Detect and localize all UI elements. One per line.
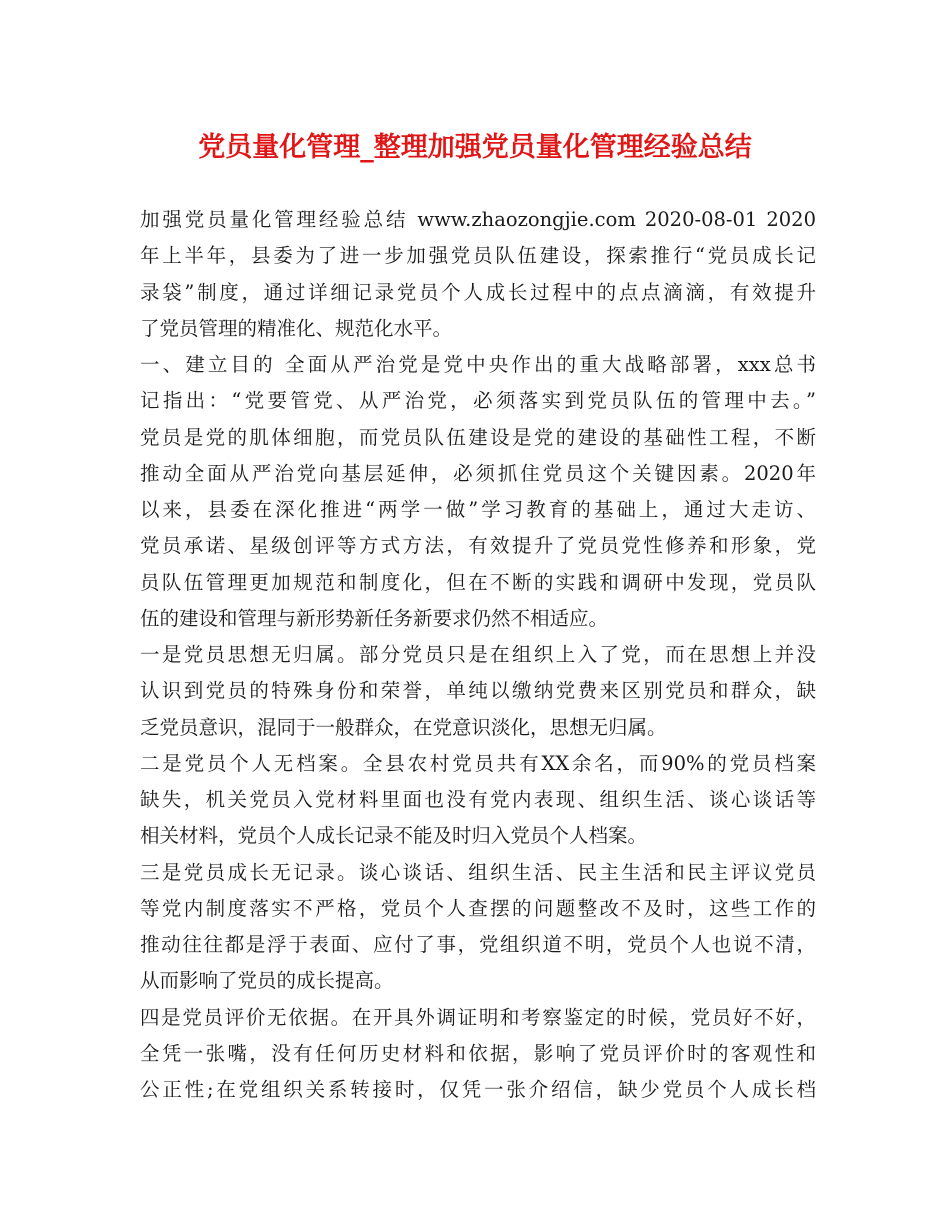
body-text-line: 四是党员评价无依据。在开具外调证明和考察鉴定的时候，党员好不好， bbox=[140, 1005, 816, 1029]
body-text-line: 记指出：“党要管党、从严治党，必须落实到党员队伍的管理中去。” bbox=[140, 389, 816, 413]
body-text-line: 加强党员量化管理经验总结 www.zhaozongjie.com 2020-08-01 2020 bbox=[140, 208, 816, 231]
body-text-line: 推动往往都是浮于表面、应付了事，党组织道不明，党员个人也说不清， bbox=[140, 933, 816, 956]
body-text-line: 相关材料，党员个人成长记录不能及时归入党员个人档案。 bbox=[140, 824, 648, 848]
body-text-line: 等党内制度落实不严格，党员个人查摆的问题整改不及时，这些工作的 bbox=[140, 896, 816, 920]
body-text-line: 了党员管理的精准化、规范化水平。 bbox=[140, 316, 453, 340]
document-title: 党员量化管理_整理加强党员量化管理经验总结 bbox=[198, 132, 752, 163]
body-text-line: 一、建立目的 全面从严治党是党中央作出的重大战略部署，xxx总书 bbox=[140, 353, 816, 376]
body-text-line: 以来，县委在深化推进“两学一做”学习教育的基础上，通过大走访、 bbox=[140, 498, 816, 521]
body-text-line: 缺失，机关党员入党材料里面也没有党内表现、组织生活、谈心谈话等 bbox=[140, 788, 816, 811]
body-text-line: 伍的建设和管理与新形势新任务新要求仍然不相适应。 bbox=[140, 606, 609, 630]
body-text-line: 二是党员个人无档案。全县农村党员共有XX余名，而90%的党员档案 bbox=[140, 751, 816, 775]
body-text-line: 党员承诺、星级创评等方式方法，有效提升了党员党性修养和形象，党 bbox=[140, 534, 816, 558]
body-text-line: 全凭一张嘴，没有任何历史材料和依据，影响了党员评价时的客观性和 bbox=[140, 1041, 816, 1065]
body-text-line: 录袋”制度，通过详细记录党员个人成长过程中的点点滴滴，有效提升 bbox=[140, 280, 816, 304]
body-text-line: 年上半年，县委为了进一步加强党员队伍建设，探索推行“党员成长记 bbox=[140, 244, 816, 268]
body-text-line: 党员是党的肌体细胞，而党员队伍建设是党的建设的基础性工程，不断 bbox=[140, 425, 816, 449]
body-text-line: 三是党员成长无记录。谈心谈话、组织生活、民主生活和民主评议党员 bbox=[140, 860, 816, 884]
body-text-line: 乏党员意识，混同于一般群众，在党意识淡化，思想无归属。 bbox=[140, 715, 667, 739]
body-text-line: 推动全面从严治党向基层延伸，必须抓住党员这个关键因素。2020年 bbox=[140, 461, 816, 485]
body-text-line: 从而影响了党员的成长提高。 bbox=[140, 969, 394, 993]
body-text-line: 公正性;在党组织关系转接时，仅凭一张介绍信，缺少党员个人成长档 bbox=[140, 1078, 816, 1101]
body-text-line: 认识到党员的特殊身份和荣誉，单纯以缴纳党费来区别党员和群众，缺 bbox=[140, 679, 816, 703]
document-body bbox=[140, 202, 816, 1108]
body-text-line: 员队伍管理更加规范和制度化，但在不断的实践和调研中发现，党员队 bbox=[140, 570, 816, 594]
body-text-line: 一是党员思想无归属。部分党员只是在组织上入了党，而在思想上并没 bbox=[140, 643, 816, 666]
